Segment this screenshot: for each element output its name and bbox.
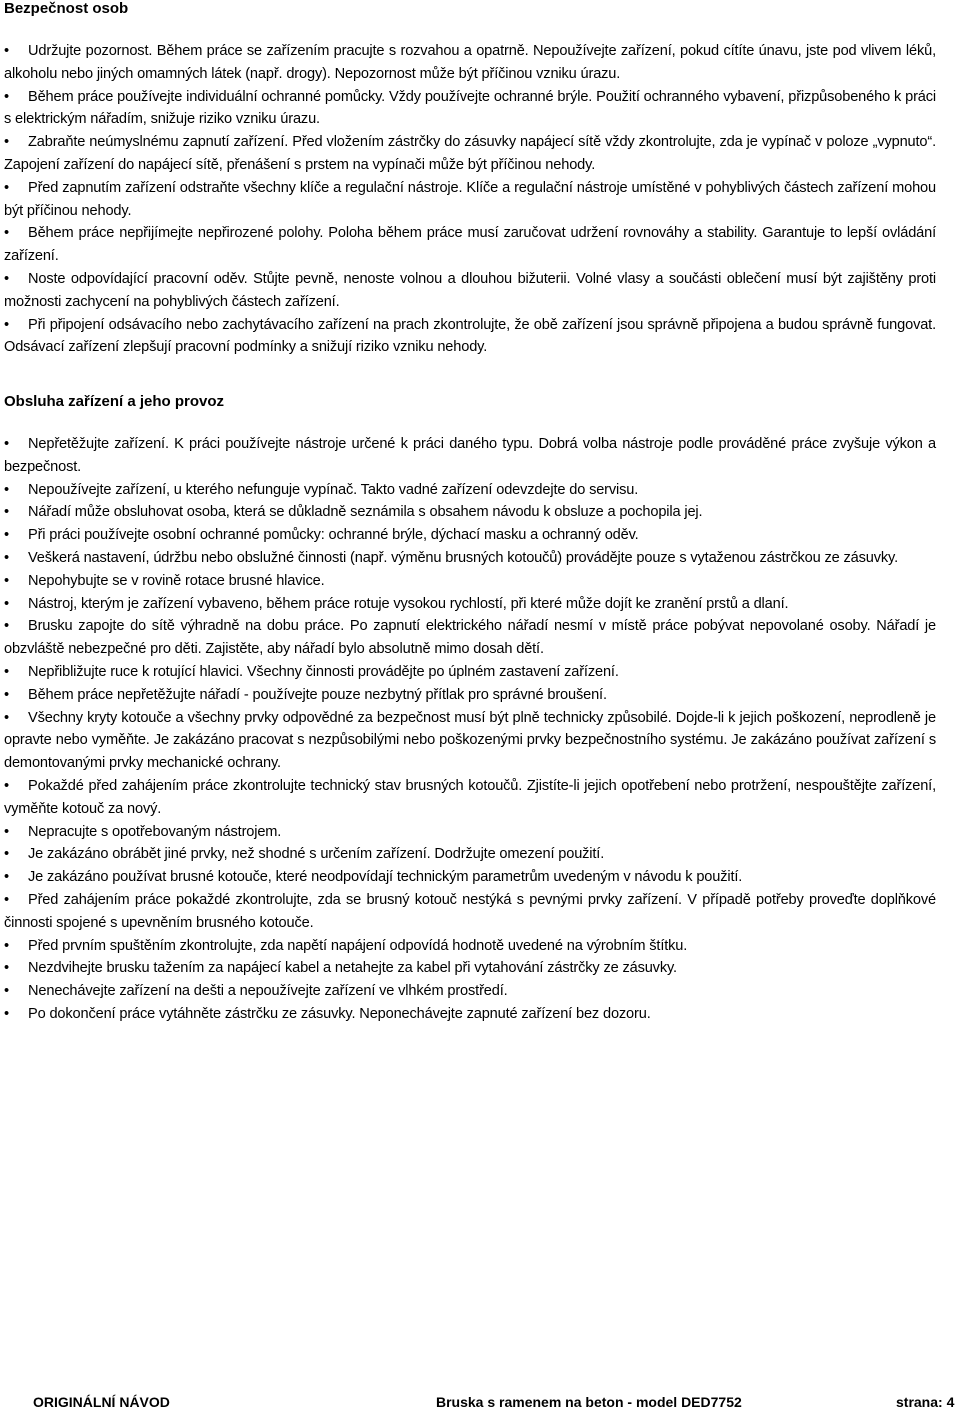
- bullet-icon: •: [4, 527, 9, 544]
- list-item: [4, 40, 936, 86]
- list-item: [4, 843, 936, 866]
- list-item-text: Nepoužívejte zařízení, u kterého nefunguje vypínač. Takto vadné zařízení odevzdejte do servisu.: [28, 481, 639, 498]
- list-item: [4, 775, 936, 821]
- bullet-icon: •: [4, 134, 9, 151]
- list-item: [4, 593, 936, 616]
- list-item-text: Před zapnutím zařízení odstraňte všechny klíče a regulační nástroje. Klíče a regulační nástroje umístěné v pohyblivých částech zařízení mohou být příčinou nehody.: [4, 179, 936, 219]
- list-item: [4, 524, 936, 547]
- list-item-text: Po dokončení práce vytáhněte zástrčku ze zásuvky. Neponechávejte zapnuté zařízení bez dozoru.: [28, 1005, 651, 1022]
- page-footer: [0, 1393, 960, 1411]
- list-item: [4, 268, 936, 314]
- list-item-text: Před zahájením práce pokaždé zkontrolujte, zda se brusný kotouč nestýká s pevnými prvky zařízení. V případě potřeby proveďte doplňkové činnosti spojené s upevněním brusného kotouče.: [4, 891, 936, 931]
- bullet-icon: •: [4, 983, 9, 1000]
- bullet-icon: •: [4, 823, 9, 840]
- list-item: [4, 707, 936, 775]
- list-item: [4, 980, 936, 1003]
- bullet-icon: •: [4, 1005, 9, 1022]
- list-item-text: Veškerá nastavení, údržbu nebo obslužné činnosti (např. výměnu brusných kotoučů) provádějte pouze s vytaženou zástrčkou ze zásuvky.: [28, 549, 898, 566]
- list-item: [4, 684, 936, 707]
- bullet-icon: •: [4, 225, 9, 242]
- bullet-icon: •: [4, 869, 9, 886]
- bullet-icon: •: [4, 481, 9, 498]
- list-item-text: Při připojení odsávacího nebo zachytávacího zařízení na prach zkontrolujte, že obě zařízení jsou správně připojena a budou správně fungovat. Odsávací zařízení zlepšují pracovní podmínky a snižují riziko vzniku nehody.: [4, 316, 936, 356]
- list-item-text: Nepracujte s opotřebovaným nástrojem.: [28, 823, 282, 840]
- list-item-text: Nástroj, kterým je zařízení vybaveno, během práce rotuje vysokou rychlostí, při které může dojít ke zranění prstů a dlaní.: [28, 595, 789, 612]
- list-item-text: Noste odpovídající pracovní oděv. Stůjte pevně, nenoste volnou a dlouhou bižuterii. Volné vlasy a součásti oblečení musí být zajištěny proti možnosti zachycení na pohyblivých částech zařízení.: [4, 270, 936, 310]
- bullet-icon: •: [4, 937, 9, 954]
- bullet-icon: •: [4, 572, 9, 589]
- list-item: [4, 866, 936, 889]
- list-item: [4, 615, 936, 661]
- section-heading-operation: Obsluha zařízení a jeho provoz: [4, 393, 225, 410]
- bullet-icon: •: [4, 179, 9, 196]
- list-item-text: Během práce nepřetěžujte nářadí - používejte pouze nezbytný přítlak pro správné broušení.: [28, 686, 607, 703]
- section-heading-personal-safety: Bezpečnost osob: [4, 0, 129, 17]
- personal-safety-list: [4, 40, 936, 359]
- bullet-icon: •: [4, 316, 9, 333]
- list-item-text: Zabraňte neúmyslnému zapnutí zařízení. Před vložením zástrčky do zásuvky napájecí sítě vždy zkontrolujte, zda je vypínač v poloze „vypnuto“. Zapojení zařízení do napájecí sítě, přenášení s prstem na vypínači může být příčinou nehody.: [4, 134, 936, 173]
- list-item-text: Brusku zapojte do sítě výhradně na dobu práce. Po zapnutí elektrického nářadí nesmí v místě práce pobývat nepovolané osoby. Nářadí je obzvláště nebezpečné pro děti. Zajistěte, aby nářadí bylo absolutně mimo dosah dětí.: [4, 618, 936, 658]
- list-item-text: Nepohybujte se v rovině rotace brusné hlavice.: [28, 572, 325, 589]
- bullet-icon: •: [4, 43, 9, 59]
- list-item: [4, 501, 936, 524]
- list-item-text: Je zakázáno používat brusné kotouče, které neodpovídají technickým parametrům uvedeným v návodu k použití.: [28, 869, 743, 886]
- list-item: [4, 177, 936, 223]
- bullet-icon: •: [4, 270, 9, 287]
- list-item-text: Nepřibližujte ruce k rotující hlavici. Všechny činnosti provádějte po úplném zastavení zařízení.: [28, 663, 619, 680]
- footer-document-type: ORIGINÁLNÍ NÁVOD: [33, 1394, 170, 1410]
- list-item: [4, 1003, 936, 1026]
- list-item: [4, 86, 936, 132]
- footer-product-model: Bruska s ramenem na beton - model DED7752: [436, 1394, 742, 1410]
- list-item: [4, 547, 936, 570]
- list-item: [4, 661, 936, 684]
- list-item: [4, 889, 936, 935]
- list-item-text: Je zakázáno obrábět jiné prvky, než shodné s určením zařízení. Dodržujte omezení použití.: [28, 846, 605, 863]
- list-item-text: Při práci používejte osobní ochranné pomůcky: ochranné brýle, dýchací masku a ochranný oděv.: [28, 527, 639, 544]
- bullet-icon: •: [4, 88, 9, 105]
- list-item: [4, 935, 936, 958]
- list-item-text: Nenechávejte zařízení na dešti a nepoužívejte zařízení ve vlhkém prostředí.: [28, 983, 508, 1000]
- list-item: [4, 570, 936, 593]
- bullet-icon: •: [4, 709, 9, 726]
- bullet-icon: •: [4, 504, 9, 521]
- bullet-icon: •: [4, 436, 9, 452]
- list-item: [4, 433, 936, 479]
- bullet-icon: •: [4, 891, 9, 908]
- bullet-icon: •: [4, 663, 9, 680]
- list-item: [4, 314, 936, 360]
- bullet-icon: •: [4, 686, 9, 703]
- list-item-text: Nářadí může obsluhovat osoba, která se důkladně seznámila s obsahem návodu k obsluze a pochopila jej.: [28, 504, 703, 521]
- list-item: [4, 222, 936, 268]
- bullet-icon: •: [4, 846, 9, 863]
- list-item-text: Před prvním spuštěním zkontrolujte, zda napětí napájení odpovídá hodnotě uvedené na výrobním štítku.: [28, 937, 688, 954]
- list-item: [4, 131, 936, 177]
- bullet-icon: •: [4, 549, 9, 566]
- list-item-text: Během práce používejte individuální ochranné pomůcky. Vždy používejte ochranné brýle. Použití ochranného vybavení, přizpůsobeného k práci s elektrickým nářadím, snižuje riziko vzniku úrazu.: [4, 88, 936, 128]
- list-item-text: Během práce nepřijímejte nepřirozené polohy. Poloha během práce musí zaručovat udržení rovnováhy a stability. Garantuje to lepší ovládání zařízení.: [4, 225, 936, 265]
- list-item: [4, 479, 936, 502]
- bullet-icon: •: [4, 777, 9, 794]
- list-item-text: Nezdvihejte brusku tažením za napájecí kabel a netahejte za kabel při vytahování zástrčky ze zásuvky.: [28, 960, 677, 977]
- footer-page-number: strana: 4: [896, 1394, 955, 1410]
- list-item-text: Pokaždé před zahájením práce zkontrolujte technický stav brusných kotoučů. Zjistíte-li jejich opotřebení nebo protržení, nespouštějte zařízení, vyměňte kotouč za nový.: [4, 777, 936, 817]
- bullet-icon: •: [4, 960, 9, 977]
- list-item: [4, 957, 936, 980]
- list-item-text: Udržujte pozornost. Během práce se zařízením pracujte s rozvahou a opatrně. Nepoužívejte zařízení, pokud cítíte únavu, jste pod vlivem léků, alkoholu nebo jiných omamných látek (např. drogy). Nepozornost může být příčinou vzniku úrazu.: [4, 43, 936, 82]
- bullet-icon: •: [4, 618, 9, 635]
- list-item: [4, 821, 936, 844]
- bullet-icon: •: [4, 595, 9, 612]
- list-item-text: Nepřetěžujte zařízení. K práci používejte nástroje určené k práci daného typu. Dobrá volba nástroje podle prováděné práce zvyšuje výkon a bezpečnost.: [4, 436, 936, 475]
- list-item-text: Všechny kryty kotouče a všechny prvky odpovědné za bezpečnost musí být plně technicky způsobilé. Dojde-li k jejich poškození, neprodleně je opravte nebo vyměňte. Je zakázáno pracovat s nezpůsobilými nebo poškozenými prvky bezpečnostního systému. Je zakázáno používat zařízení s demontovanými prvky mechanické ochrany.: [4, 709, 936, 772]
- operation-list: [4, 433, 936, 1026]
